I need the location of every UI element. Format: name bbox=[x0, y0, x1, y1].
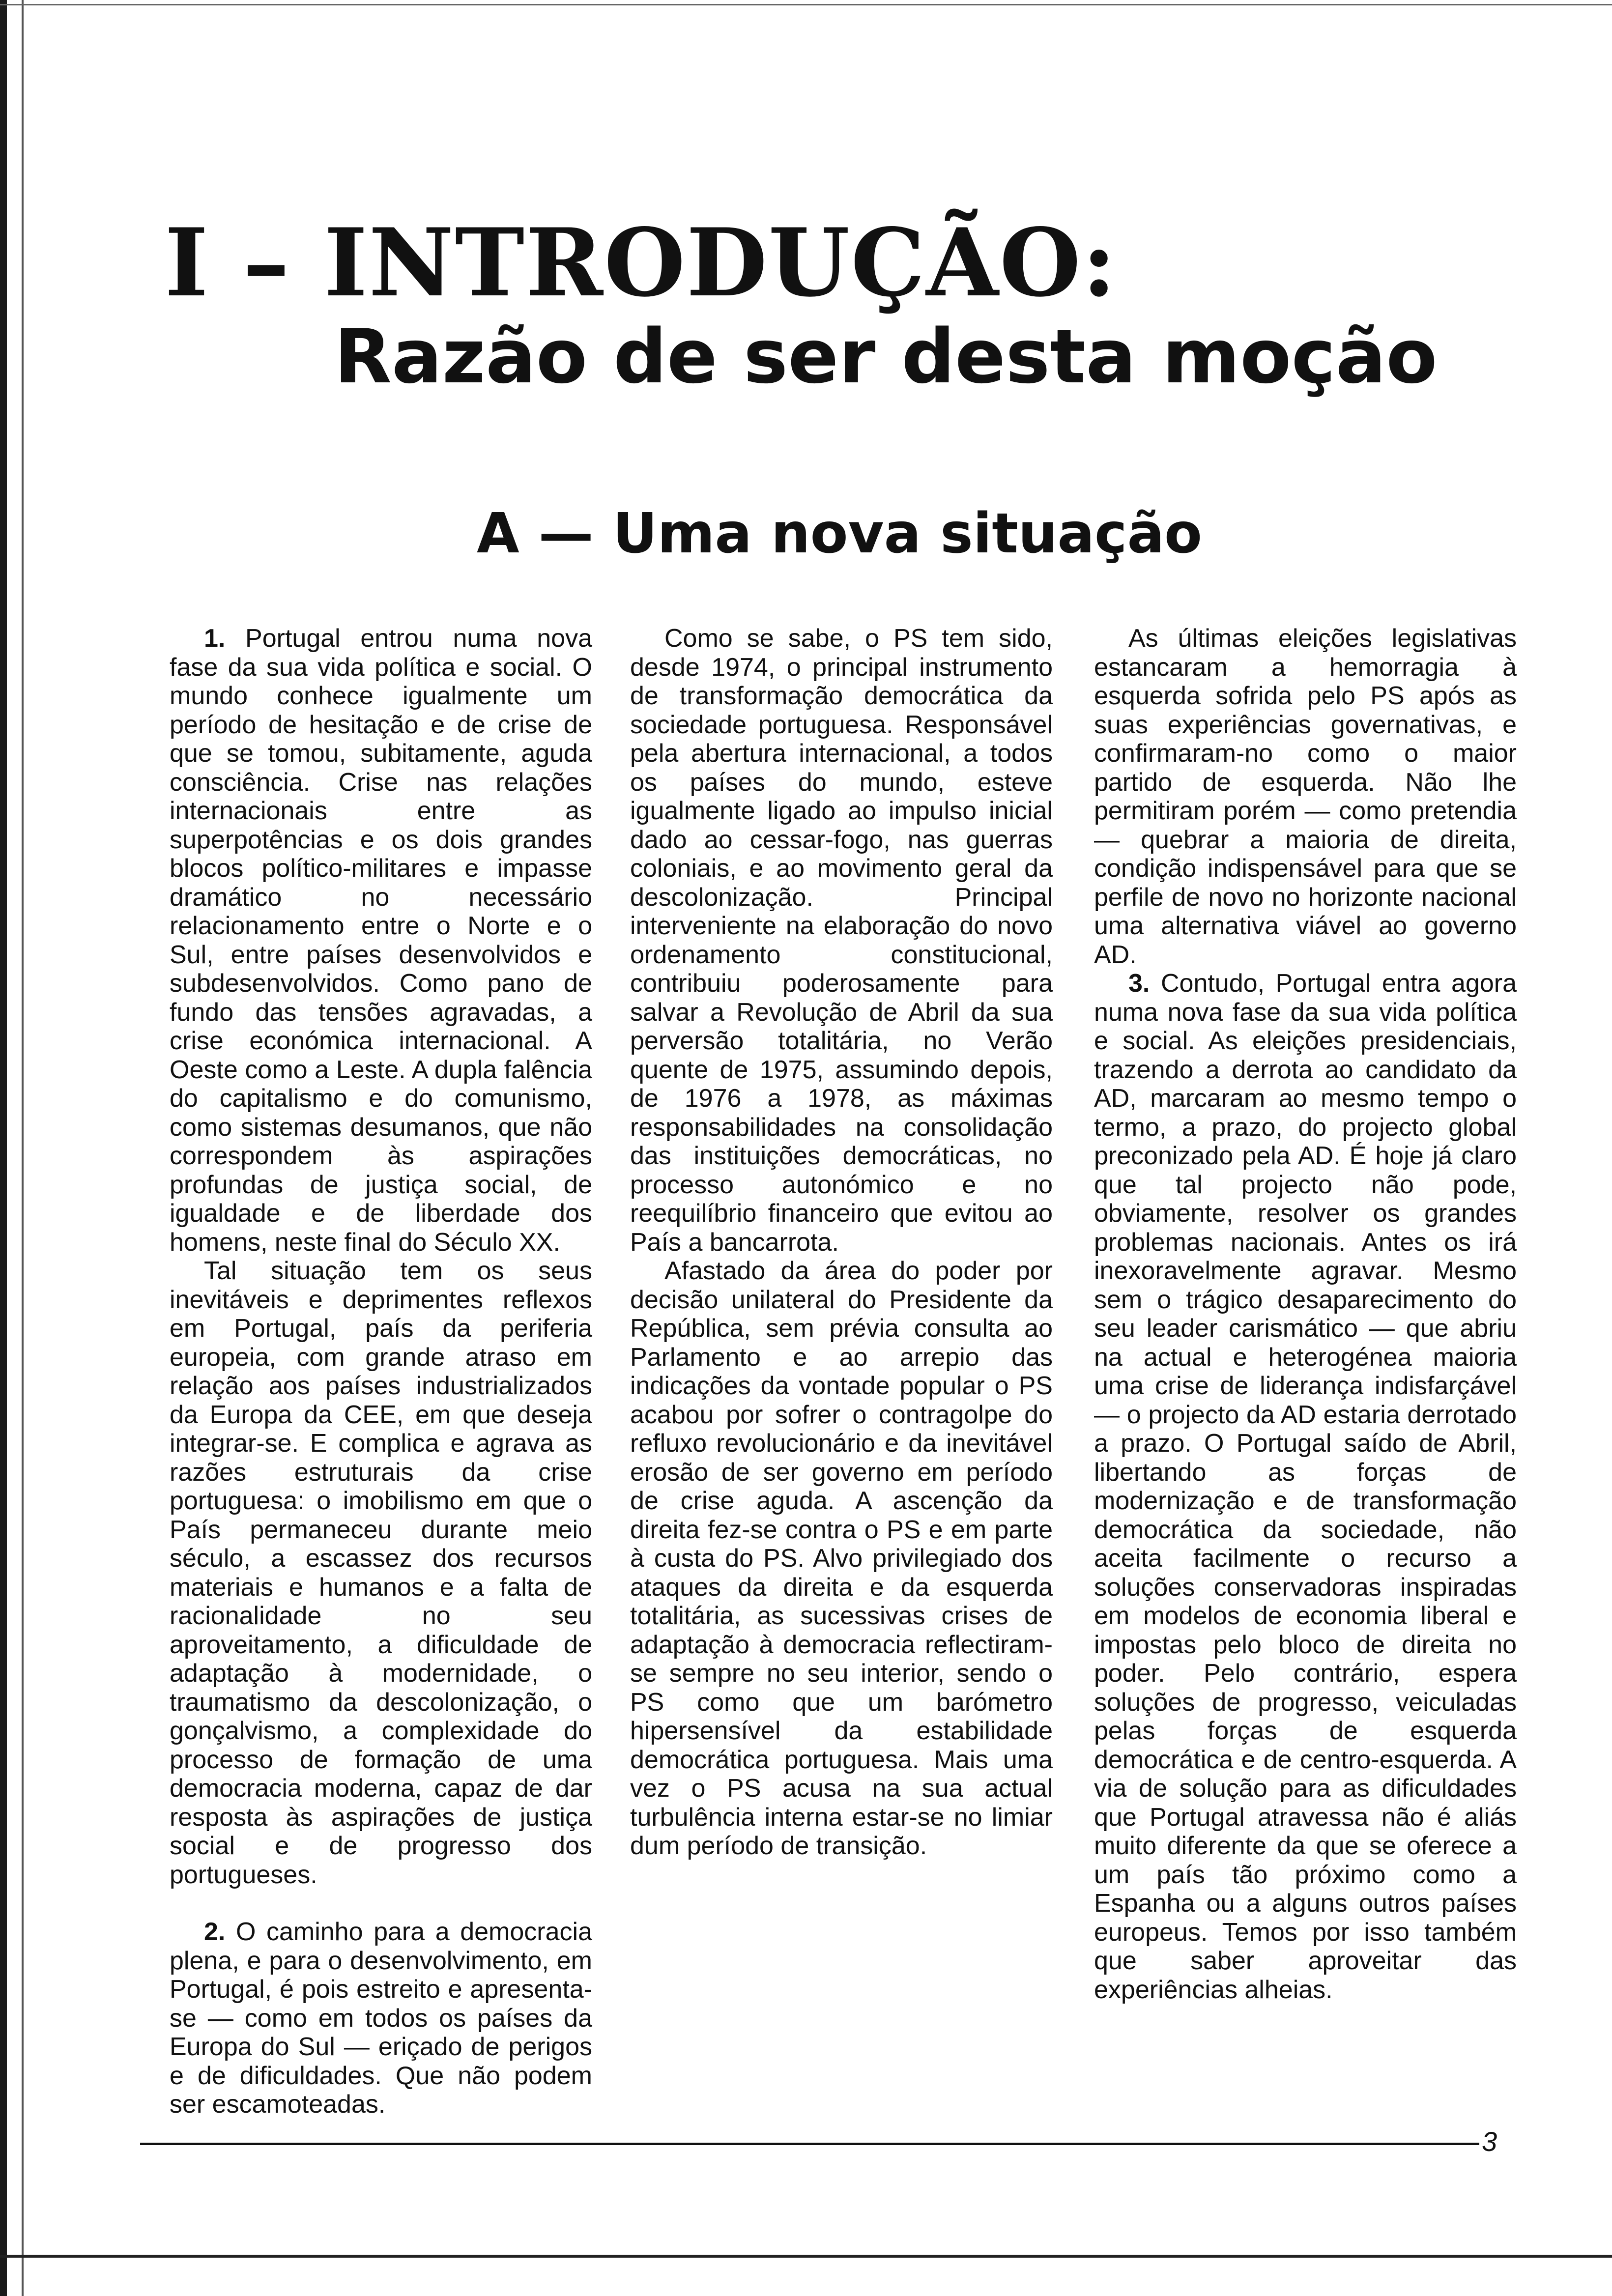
scan-edge-line bbox=[22, 0, 24, 2296]
page-title: I – INTRODUÇÃO: bbox=[165, 208, 1118, 317]
text-column-2 bbox=[630, 624, 1053, 1861]
paragraph-number: 3. bbox=[1128, 969, 1150, 998]
paragraph-text: Contudo, Portugal entra agora numa nova fase da sua vida política e social. As eleições presidenciais, trazendo a derrota ao candidato da AD, marcaram ao mesmo tempo o termo, a prazo, do projecto global preconizado pela AD. É hoje já claro que tal projecto não pode, obviamente, resolver os grandes problemas nacionais. Antes os irá inexoravelmente agravar. Mesmo sem o trágico desaparecimento do seu leader carismático — que abriu na actual e heterogénea maioria uma crise de liderança indisfarçável — o projecto da AD estaria derrotado a prazo. O Portugal saído de Abril, libertando as forças de modernização e de transformação democrática da sociedade, não aceita facilmente o recurso a soluções conservadoras inspiradas em modelos de economia liberal e impostas pelo bloco de direita no poder. Pelo contrário, espera soluções de progresso, veiculadas pelas forças de esquerda democrática e de centro-esquerda. A via de solução para as dificuldades que Portugal atravessa não é aliás muito diferente da que se oferece a um país tão próximo como a Espanha ou a alguns outros países europeus. Temos por isso também que saber aproveitar das experiências alheias. bbox=[1094, 969, 1517, 2004]
paragraph-text: Portugal entrou numa nova fase da sua vida política e social. O mundo conhece igualmente um período de hesitação e de crise de que se tomou, subitamente, aguda consciência. Crise nas relações internacionais entre as superpotências e os dois grandes blocos político-militares e impasse dramático no necessário relacionamento entre o Norte e o Sul, entre países desenvolvidos e subdesenvolvidos. Como pano de fundo das tensões agravadas, a crise económica internacional. A Oeste como a Leste. A dupla falência do capitalismo e do comunismo, como sistemas desumanos, que não correspondem às aspirações profundas de justiça social, de igualdade e de liberdade dos homens, neste final do Século XX. bbox=[170, 624, 592, 1257]
paragraph-2c: Afastado da área do poder por decisão unilateral do Presidente da República, sem prévia consulta ao Parlamento e ao arrepio das indicações da vontade popular o PS acabou por sofrer o contragolpe do refluxo revolucionário e da inevitável erosão de ser governo em período de crise aguda. A ascenção da direita fez-se contra o PS e em parte à custa do PS. Alvo privilegiado dos ataques da direita e da esquerda totalitária, as sucessivas crises de adaptação à democracia reflectiram-se sempre no seu interior, sendo o PS como que um barómetro hipersensível da estabilidade democrática portuguesa. Mais uma vez o PS acusa na sua actual turbulência interna estar-se no limiar dum período de transição. bbox=[630, 1257, 1053, 1860]
text-column-1 bbox=[170, 624, 592, 2119]
paragraph-2b: Como se sabe, o PS tem sido, desde 1974, o principal instrumento de transformação democrática da sociedade portuguesa. Responsável pela abertura internacional, a todos os países do mundo, esteve igualmente ligado ao impulso inicial dado ao cessar-fogo, nas guerras coloniais, e ao movimento geral da descolonização. Principal interveniente na elaboração do novo ordenamento constitucional, contribuiu poderosamente para salvar a Revolução de Abril da sua perversão totalitária, no Verão quente de 1975, assumindo depois, de 1976 a 1978, as máximas responsabilidades na consolidação das instituições democráticas, no processo autonómico e no reequilíbrio financeiro que evitou ao País a bancarrota. bbox=[630, 624, 1053, 1257]
paragraph-3 bbox=[1094, 969, 1517, 2004]
paragraph-1b: Tal situação tem os seus inevitáveis e deprimentes reflexos em Portugal, país da periferia europeia, com grande atraso em relação aos países industrializados da Europa da CEE, em que deseja integrar-se. E complica e agrava as razões estruturais da crise portuguesa: o imobilismo em que o País permaneceu durante meio século, a escassez dos recursos materiais e humanos e a falta de racionalidade no seu aproveitamento, a dificuldade de adaptação à modernidade, o traumatismo da descolonização, o gonçalvismo, a complexidade do processo de formação de uma democracia moderna, capaz de dar resposta às aspirações de justiça social e de progresso dos portugueses. bbox=[170, 1257, 592, 1889]
page-number: 3 bbox=[1482, 2126, 1497, 2157]
text-column-3 bbox=[1094, 624, 1517, 2004]
scan-edge-bottom bbox=[0, 2255, 1612, 2258]
section-title: A — Uma nova situação bbox=[477, 502, 1202, 566]
paragraph-number: 1. bbox=[204, 624, 226, 653]
scan-edge-top bbox=[0, 4, 1612, 5]
scan-edge-left bbox=[0, 0, 7, 2296]
page-subtitle: Razão de ser desta moção bbox=[334, 313, 1438, 400]
paragraph-number: 2. bbox=[204, 1918, 226, 1946]
paragraph-2 bbox=[170, 1918, 592, 2119]
paragraph-1 bbox=[170, 624, 592, 1257]
paragraph-text: O caminho para a democracia plena, e para o desenvolvimento, em Portugal, é pois estreito e apresenta-se — como em todos os países da Europa do Sul — eriçado de perigos e de dificuldades. Que não podem ser escamoteadas. bbox=[170, 1918, 592, 2119]
paragraph-2d: As últimas eleições legislativas estancaram a hemorragia à esquerda sofrida pelo PS após as suas experiências governativas, e confirmaram-no como o maior partido de esquerda. Não lhe permitiram porém — como pretendia — quebrar a maioria de direita, condição indispensável para que se perfile de novo no horizonte nacional uma alternativa viável ao governo AD. bbox=[1094, 624, 1517, 969]
footer-rule bbox=[140, 2143, 1479, 2145]
